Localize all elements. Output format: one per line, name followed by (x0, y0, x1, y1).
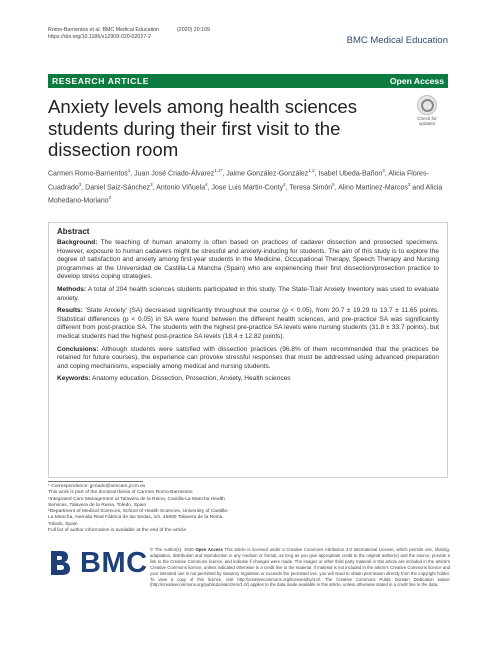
author-affiliation: 1,2 (308, 168, 315, 173)
check-for-updates-text: Check for updates (417, 116, 437, 127)
article-type-banner (48, 74, 448, 88)
background-label: Background: (57, 239, 98, 246)
author-name[interactable]: Alicia Mohedano-Moriano (48, 183, 443, 205)
author-affiliation: 4 (283, 181, 286, 187)
bmc-logo-icon (48, 548, 74, 578)
thesis-note: This work is part of the doctoral thesis of Carmen Romo-Barrientos (48, 490, 193, 496)
author-name[interactable]: Antonio Viñuela (156, 183, 206, 191)
abstract-methods (57, 286, 439, 303)
author-name[interactable]: Alicia Flores-Cuadrado (48, 170, 429, 191)
author-name[interactable]: Jose Luis Martin-Conty (211, 183, 284, 191)
results-text: 'State Anxiety' (SA) decreased significantly throughout the course (p < 0.05), from 20.7 ± 19.29 to 13.7 ± 11.65 points. Statistical differences (p < 0.05) in SA were found between the different health sciences, and pre-practice SA was significantly different from post-practice SA. The students with the highest pre-practice SA levels were nursing students (31.8 ± 33.7 points), but medical students had the highest post-practice SA levels (18.4 ± 12.82 points). (57, 307, 439, 340)
article-type: RESEARCH ARTICLE (52, 76, 150, 86)
methods-text: A total of 204 health sciences students participated in this study. The State-Trait Anxiety Inventory was used to evaluate anxiety. (57, 285, 439, 302)
running-header (48, 27, 210, 41)
license-open-access: Open Access (195, 547, 223, 552)
author-name[interactable]: Jaime González-González (226, 170, 309, 178)
abstract-background (57, 239, 439, 282)
copyright: © The Author(s). 2020 (150, 547, 194, 552)
article-title: Anxiety levels among health sciences students during their first visit to the dissection room (48, 96, 358, 160)
author-affiliation: 1 (127, 168, 131, 173)
check-for-updates-icon (417, 95, 437, 115)
license-text: This article is licensed under a Creative Commons Attribution 4.0 International License, which permits use, sharing, adaptation, distribution and reproduction in any medium or format, as long as you give appropriate credit to the original author(s) and the source, provide a link to the Creative Commons licence, and indicate if changes were made. The images or other third party material in this article are included in the article's Creative Commons licence, unless indicated otherwise in a credit line to the material. If material is not included in the article's Creative Commons licence and your intended use is not permitted by statutory regulation or exceeds the permitted use, you will need to obtain permission directly from the copyright holder. To view a copy of this licence, visit http://creativecommons.org/licenses/by/4.0/. The Creative Commons Public Domain Dedication waiver (http://creativecommons.org/publicdomain/zero/1.0/) applies to the data made available in this article, unless otherwise stated in a credit line to the data. (150, 547, 451, 588)
abstract-keywords (57, 375, 439, 384)
conclusions-label: Conclusions: (57, 345, 99, 353)
bmc-logo-text: BMC (80, 546, 148, 579)
author-affiliation: 3 (382, 168, 385, 173)
correspondence-email[interactable]: * Correspondence: jjcriado@sescam.jccm.es (48, 484, 146, 489)
author-name[interactable]: Juan José Criado-Álvarez (134, 170, 215, 178)
bmc-logo (48, 546, 148, 580)
author-name[interactable]: Daniel Saiz-Sánchez (85, 183, 151, 191)
author-affiliation: 3 (150, 181, 153, 187)
license-statement (150, 547, 450, 588)
author-affiliation: 5 (332, 181, 335, 187)
author-affiliation: 3 (407, 181, 411, 187)
results-label: Results: (57, 307, 83, 315)
methods-label: Methods: (57, 285, 87, 293)
check-for-updates-badge[interactable] (410, 95, 444, 129)
footnote (48, 484, 233, 534)
author-affiliation: 1,2* (214, 168, 223, 173)
running-header-year: (2020) 20:109 (177, 27, 210, 33)
author-name[interactable]: Isabel Ubeda-Bañon (318, 170, 383, 178)
journal-name: BMC Medical Education (346, 35, 448, 46)
abstract-heading: Abstract (57, 227, 90, 236)
more-info-note: Full list of author information is available at the end of the article (48, 528, 187, 534)
conclusions-text: Although students were satisfied with dissection practices (96.8% of them recommended that the practices be retained for future courses), the experience can provoke stressful responses that must be addressed using advanced preparation and coping mechanisms, especially among medical and nursing students. (57, 345, 440, 370)
author-list: Carmen Romo-Barrientos$^1$, Juan José Criado-Álvarez$^{1,2*}$, Jaime González-González$^{1,2}$, Isabel Ubeda-Bañon$^3$, Alicia Flores-Cuadrado$^3$, Daniel Saiz-Sánchez$^3$, Antonio Viñuela$^4$, Jose Luis Martin-Conty$^4$, Teresa Simón$^5$, Alino Martinez-Marcos$^3$ and Alicia Mohedano-Moriano$^2$ (48, 168, 443, 205)
doi-link[interactable]: https://doi.org/10.1186/s12909-020-02027-2 (48, 34, 151, 40)
running-header-authors: Romo-Barrientos et al. BMC Medical Education (48, 27, 159, 33)
author-name[interactable]: Alino Martinez-Marcos (338, 183, 408, 191)
keywords-label: Keywords: (57, 375, 91, 383)
author-affiliation: 3 (78, 181, 82, 187)
author-affiliation: 2 (108, 195, 112, 201)
abstract-box (48, 222, 448, 478)
author-name[interactable]: Carmen Romo-Barrientos (48, 170, 128, 178)
keywords-text: Anatomy education, Dissection, Prosection, Anxiety, Health sciences (91, 375, 291, 383)
author-name[interactable]: Teresa Simón (289, 183, 333, 191)
affiliation-2: ²Department of Medical Sciences, School of Health Sciences, University of Castilla-La Mancha, Avenida Real Fábrica de las Sedas, s/n. 45600 Talavera de la Reina, Toledo, Spain (48, 509, 229, 527)
abstract-results (57, 307, 439, 341)
abstract-conclusions (57, 346, 439, 372)
author-affiliation: 4 (205, 181, 208, 187)
open-access-label: Open Access (389, 76, 444, 86)
affiliation-1: ¹Integrated Care Management at Talavera de la Reina, Castilla-La Mancha Health Services, Talavera de la Reina, Toledo, Spain (48, 496, 225, 508)
background-text: The teaching of human anatomy is often based on practices of cadaver dissection and prosected specimens. However, exposure to human cadavers might be stressful and anxiety-inducing for students. The aim of this study is to explore the degree of satisfaction and anxiety among first-year students in the Medicine, Occupational Therapy, Speech Therapy and Nursing programmes at the Universidad de Castilla-La Mancha (Spain) who are experiencing their first dissection/prosection practice to develop stress coping strategies. (57, 239, 439, 281)
footnote-divider (48, 481, 143, 482)
